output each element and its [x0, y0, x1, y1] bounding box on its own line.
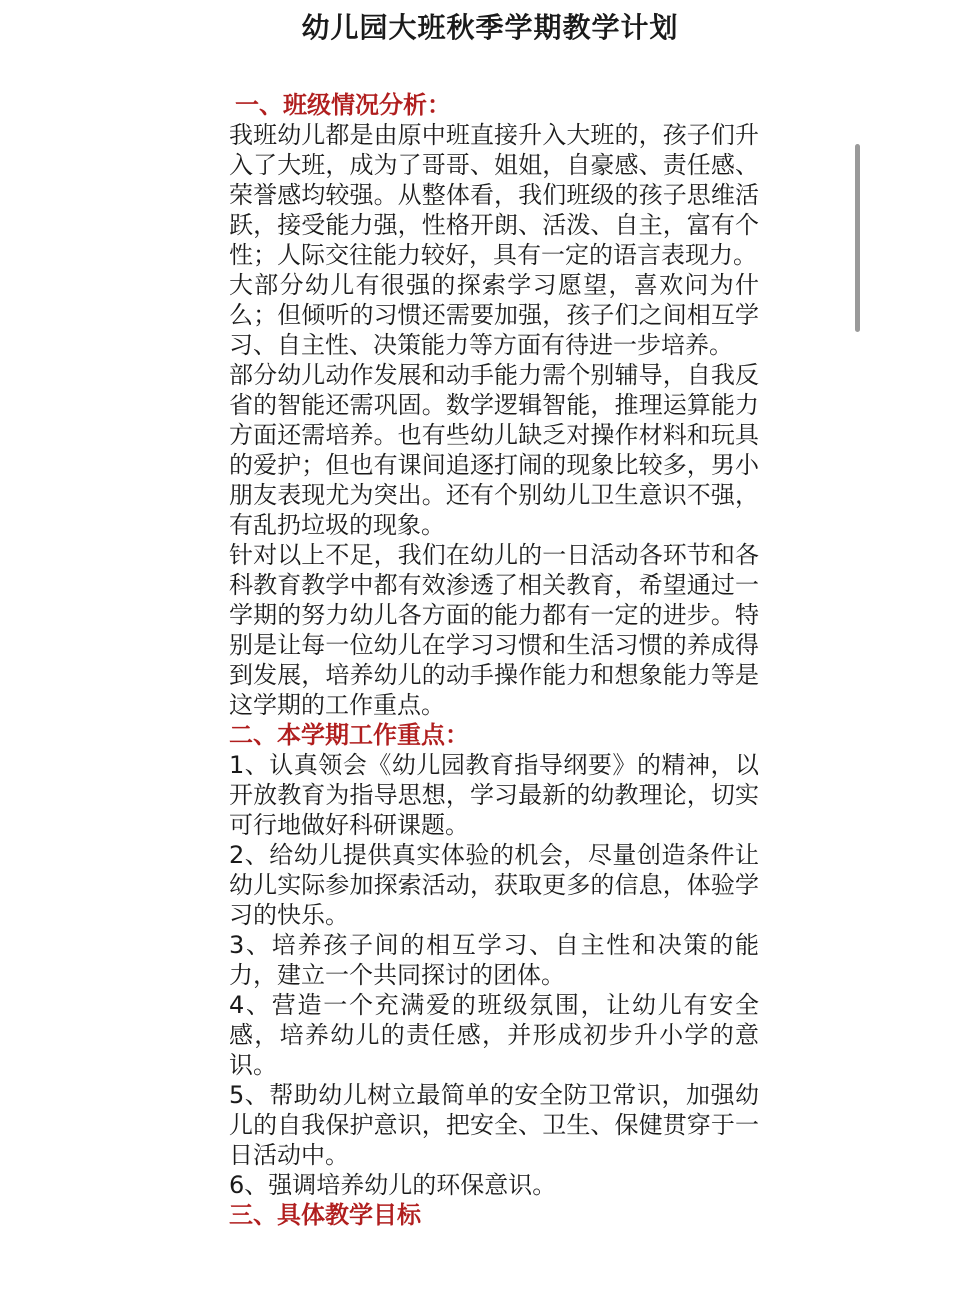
list-item: 3、培养孩子间的相互学习、自主性和决策的能力，建立一个共同探讨的团体。: [229, 931, 759, 989]
vertical-scrollbar[interactable]: [855, 144, 860, 332]
list-item: 6、强调培养幼儿的环保意识。: [229, 1171, 557, 1199]
paragraph: 我班幼儿都是由原中班直接升入大班的，孩子们升入了大班，成为了哥哥、姐姐，自豪感、责任感、荣誉感均较强。从整体看，我们班级的孩子思维活跃，接受能力强，性格开朗、活泼、自主，富有个性；人际交往能力较好，具有一定的语言表现力。: [229, 121, 759, 269]
paragraph: 部分幼儿动作发展和动手能力需个别辅导，自我反省的智能还需巩固。数学逻辑智能，推理运算能力方面还需培养。也有些幼儿缺乏对操作材料和玩具的爱护；但也有课间追逐打闹的现象比较多，男小朋友表现尤为突出。还有个别幼儿卫生意识不强，有乱扔垃圾的现象。: [229, 361, 759, 539]
section-heading-work-focus: 二、本学期工作重点：: [229, 721, 469, 749]
list-item: 4、营造一个充满爱的班级氛围，让幼儿有安全感，培养幼儿的责任感，并形成初步升小学的意识。: [229, 991, 759, 1079]
document-body: [229, 90, 759, 1230]
list-item: 1、认真领会《幼儿园教育指导纲要》的精神，以开放教育为指导思想，学习最新的幼教理论，切实可行地做好科研课题。: [229, 751, 759, 839]
list-item: 2、给幼儿提供真实体验的机会，尽量创造条件让幼儿实际参加探索活动，获取更多的信息，体验学习的快乐。: [229, 841, 759, 929]
section-heading-teaching-goals: 三、具体教学目标: [229, 1201, 421, 1229]
page-title: 幼儿园大班秋季学期教学计划: [301, 11, 679, 44]
list-item: 5、帮助幼儿树立最简单的安全防卫常识，加强幼儿的自我保护意识，把安全、卫生、保健贯穿于一日活动中。: [229, 1081, 759, 1169]
section-heading-class-analysis: 一、班级情况分析：: [235, 91, 451, 119]
paragraph: 大部分幼儿有很强的探索学习愿望，喜欢问为什么；但倾听的习惯还需要加强，孩子们之间相互学习、自主性、决策能力等方面有待进一步培养。: [229, 271, 759, 359]
paragraph: 针对以上不足，我们在幼儿的一日活动各环节和各科教育教学中都有效渗透了相关教育，希望通过一学期的努力幼儿各方面的能力都有一定的进步。特别是让每一位幼儿在学习习惯和生活习惯的养成得到发展，培养幼儿的动手操作能力和想象能力等是这学期的工作重点。: [229, 541, 759, 719]
